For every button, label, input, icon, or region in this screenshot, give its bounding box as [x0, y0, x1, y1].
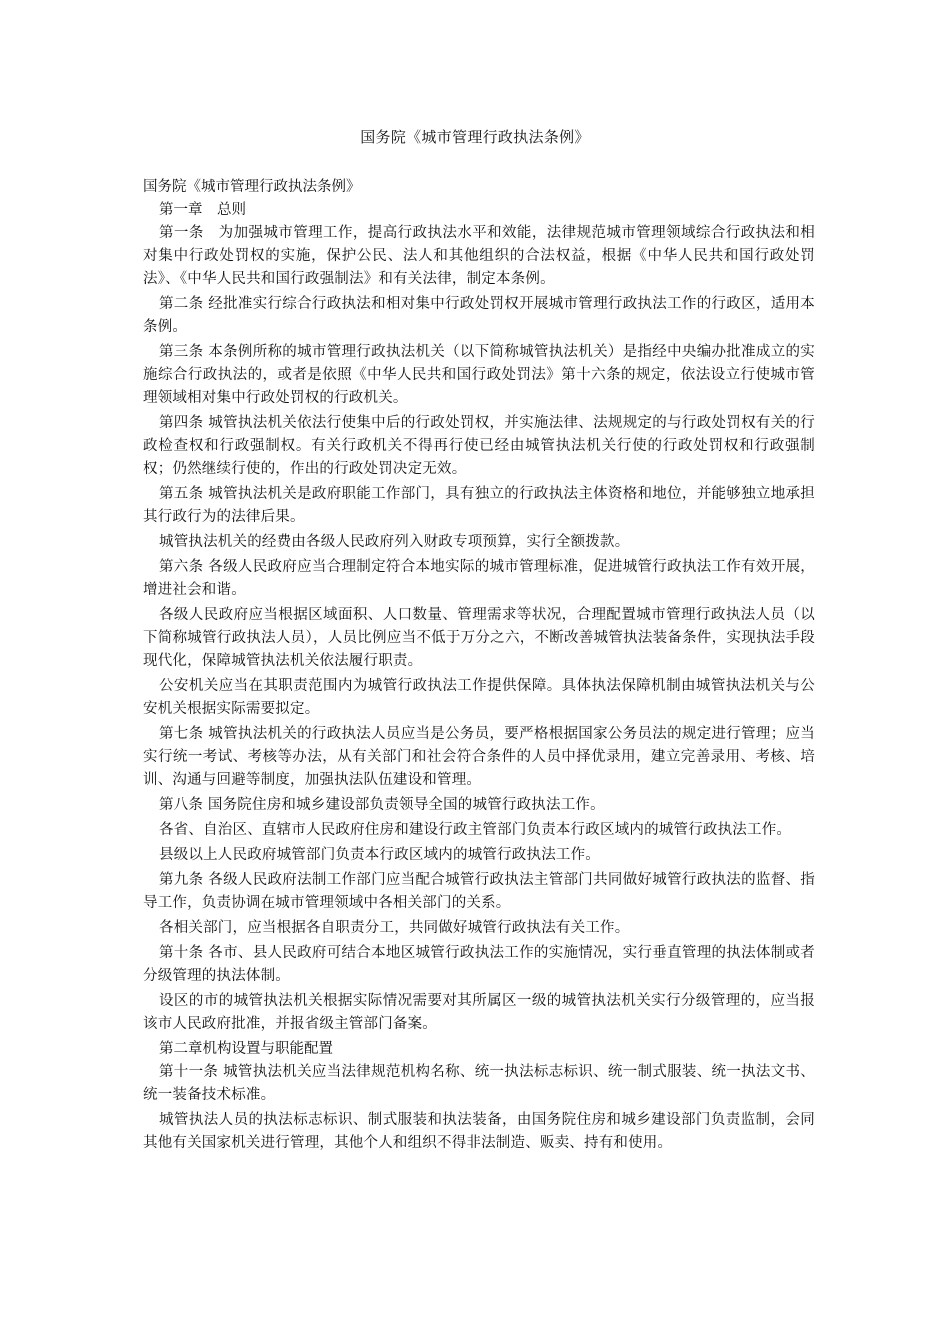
chapter-2-heading: 第二章机构设置与职能配置 — [159, 1041, 333, 1057]
article-6-paragraph-2: 各级人民政府应当根据区域面积、人口数量、管理需求等状况，合理配置城市管理行政执法人员（以下简称城管行政执法人员），人员比例应当不低于万分之六，不断改善城管执法装备条件，实现执法手段现代化，保障城管执法机关依法履行职责。 — [143, 607, 815, 669]
article-4: 第四条 城管执法机关依法行使集中后的行政处罚权，并实施法律、法规规定的与行政处罚权有关的行政检查权和行政强制权。有关行政机关不得再行使已经由城管执法机关行使的行政处罚权和行政强制权；仍然继续行使的，作出的行政处罚决定无效。 — [143, 415, 815, 477]
article-8-paragraph-3: 县级以上人民政府城管部门负责本行政区域内的城管行政执法工作。 — [159, 847, 600, 863]
article-9: 第九条 各级人民政府法制工作部门应当配合城管行政执法主管部门共同做好城管行政执法的监督、指导工作，负责协调在城市管理领域中各相关部门的关系。 — [143, 872, 815, 911]
article-6: 第六条 各级人民政府应当合理制定符合本地实际的城市管理标准，促进城管行政执法工作有效开展，增进社会和谐。 — [143, 559, 815, 598]
article-6-paragraph-3: 公安机关应当在其职责范围内为城管行政执法工作提供保障。具体执法保障机制由城管执法机关与公安机关根据实际需要拟定。 — [143, 678, 815, 717]
article-11: 第十一条 城管执法机关应当法律规范机构名称、统一执法标志标识、统一制式服装、统一执法文书、统一装备技术标准。 — [143, 1064, 815, 1103]
article-11-paragraph-2: 城管执法人员的执法标志标识、制式服装和执法装备，由国务院住房和城乡建设部门负责监制，会同其他有关国家机关进行管理，其他个人和组织不得非法制造、贩卖、持有和使用。 — [143, 1112, 815, 1151]
article-5-paragraph-2: 城管执法机关的经费由各级人民政府列入财政专项预算，实行全额拨款。 — [159, 534, 630, 550]
article-9-paragraph-2: 各相关部门，应当根据各自职责分工，共同做好城管行政执法有关工作。 — [159, 920, 630, 936]
article-3: 第三条 本条例所称的城市管理行政执法机关（以下简称城管执法机关）是指经中央编办批准成立的实施综合行政执法的，或者是依照《中华人民共和国行政处罚法》第十六条的规定，依法设立行使城市管理领域相对集中行政处罚权的行政机关。 — [143, 344, 815, 406]
article-1: 第一条 为加强城市管理工作，提高行政执法水平和效能，法律规范城市管理领域综合行政执法和相对集中行政处罚权的实施，保护公民、法人和其他组织的合法权益，根据《中华人民共和国行政处罚法》、《中华人民共和国行政强制法》和有关法律，制定本条例。 — [143, 225, 815, 287]
article-7: 第七条 城管执法机关的行政执法人员应当是公务员，要严格根据国家公务员法的规定进行管理；应当实行统一考试、考核等办法，从有关部门和社会符合条件的人员中择优录用，建立完善录用、考核、培训、沟通与回避等制度，加强执法队伍建设和管理。 — [143, 726, 815, 788]
article-8: 第八条 国务院住房和城乡建设部负责领导全国的城管行政执法工作。 — [159, 797, 605, 813]
article-10: 第十条 各市、县人民政府可结合本地区城管行政执法工作的实施情况，实行垂直管理的执法体制或者分级管理的执法体制。 — [143, 945, 815, 984]
article-5: 第五条 城管执法机关是政府职能工作部门，具有独立的行政执法主体资格和地位，并能够独立地承担其行政行为的法律后果。 — [143, 486, 815, 525]
document-body — [143, 176, 815, 1157]
document-heading: 国务院《城市管理行政执法条例》 — [143, 179, 361, 195]
article-8-paragraph-2: 各省、自治区、直辖市人民政府住房和建设行政主管部门负责本行政区域内的城管行政执法工作。 — [159, 822, 792, 838]
article-2: 第二条 经批准实行综合行政执法和相对集中行政处罚权开展城市管理行政执法工作的行政区，适用本条例。 — [143, 296, 815, 335]
chapter-1-heading: 第一章 总则 — [159, 202, 246, 218]
article-10-paragraph-2: 设区的市的城管执法机关根据实际情况需要对其所属区一级的城管执法机关实行分级管理的，应当报该市人民政府批准，并报省级主管部门备案。 — [143, 993, 815, 1032]
document-title: 国务院《城市管理行政执法条例》 — [360, 128, 590, 146]
